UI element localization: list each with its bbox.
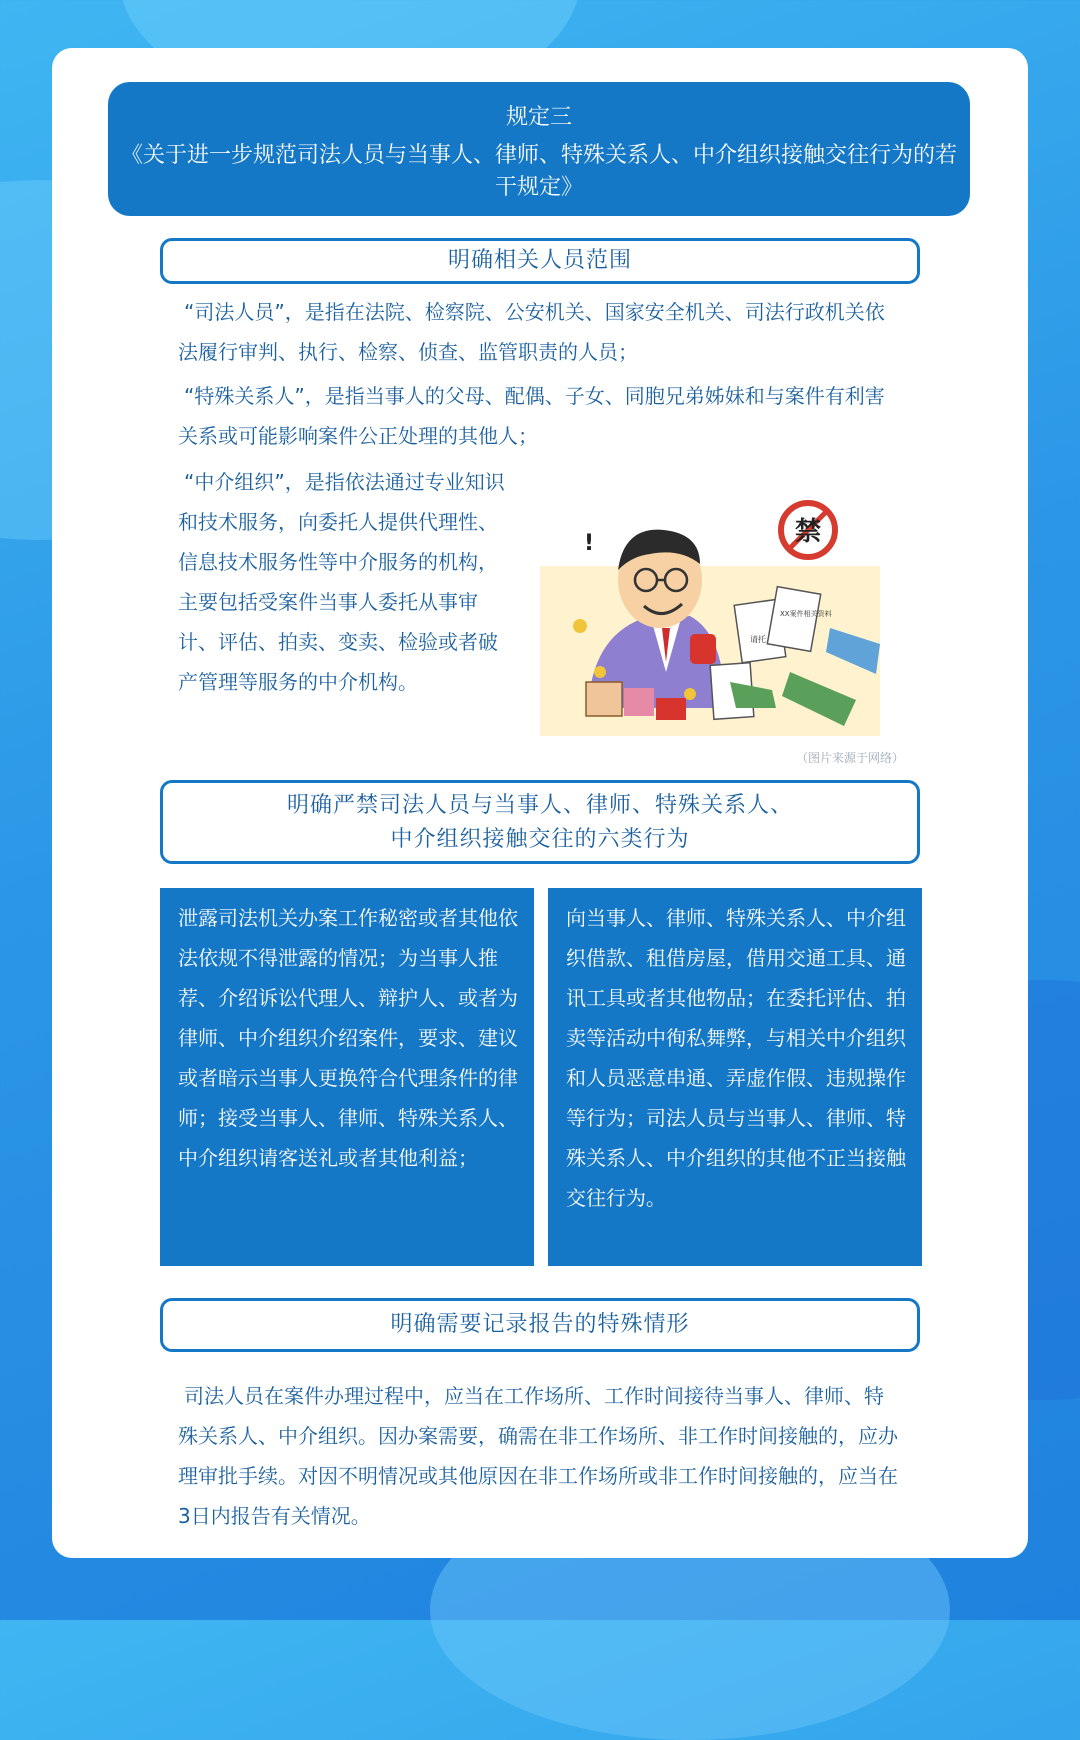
prohibition-char: 禁	[794, 517, 822, 547]
section-header-reporting: 明确需要记录报告的特殊情形	[160, 1298, 920, 1352]
regulation-number: 规定三	[505, 105, 572, 130]
prohibition-sign-icon	[781, 503, 835, 557]
title-banner	[108, 82, 970, 216]
section-header-line: 中介组织接触交往的六类行为	[390, 827, 690, 852]
bribery-cartoon-icon	[540, 476, 912, 746]
svg-text:!: !	[584, 531, 595, 556]
document-label: 请托	[750, 635, 766, 644]
definition-special-relations: “特殊关系人”，是指当事人的父母、配偶、子女、同胞兄弟姊妹和与案件有利害关系或可能影响案件公正处理的其他人；	[178, 384, 885, 448]
prohibited-behaviors-right: 向当事人、律师、特殊关系人、中介组织借款、租借房屋，借用交通工具、通讯工具或者其他物品；在委托评估、拍卖等活动中徇私舞弊，与相关中介组织和人员恶意串通、弄虚作假、违规操作等行为；司法人员与当事人、律师、特殊关系人、中介组织的其他不正当接触交往行为。	[548, 888, 922, 1266]
section-header-line: 明确严禁司法人员与当事人、律师、特殊关系人、	[286, 793, 793, 818]
section-header-prohibited-behaviors	[160, 780, 920, 864]
image-caption: （图片来源于网络）	[795, 751, 904, 765]
prohibited-behaviors-left: 泄露司法机关办案工作秘密或者其他依法依规不得泄露的情况；为当事人推荐、介绍诉讼代理人、辩护人、或者为律师、中介组织介绍案件，要求、建议或者暗示当事人更换符合代理条件的律师；接受当事人、律师、特殊关系人、中介组织请客送礼或者其他利益；	[160, 888, 534, 1266]
document-label: XX案件相关资料	[780, 610, 832, 618]
content-card	[52, 48, 1028, 1558]
regulation-title: 《关于进一步规范司法人员与当事人、律师、特殊关系人、中介组织接触交往行为的若干规定》	[120, 143, 957, 200]
reporting-paragraph: 司法人员在案件办理过程中，应当在工作场所、工作时间接待当事人、律师、特殊关系人、中介组织。因办案需要，确需在非工作场所、非工作时间接触的，应办理审批手续。对因不明情况或其他原因在非工作场所或非工作时间接触的，应当在3日内报告有关情况。	[178, 1384, 898, 1528]
definition-judicial-personnel: “司法人员”，是指在法院、检察院、公安机关、国家安全机关、司法行政机关依法履行审判、执行、检察、侦查、监管职责的人员；	[178, 300, 885, 364]
definition-intermediary: “中介组织”，是指依法通过专业知识和技术服务，向委托人提供代理性、信息技术服务性等中介服务的机构，主要包括受案件当事人委托从事审计、评估、拍卖、变卖、检验或者破产管理等服务的中介机构。	[178, 470, 505, 694]
bribery-cartoon-image	[540, 476, 912, 766]
section-header-scope: 明确相关人员范围	[160, 238, 920, 284]
